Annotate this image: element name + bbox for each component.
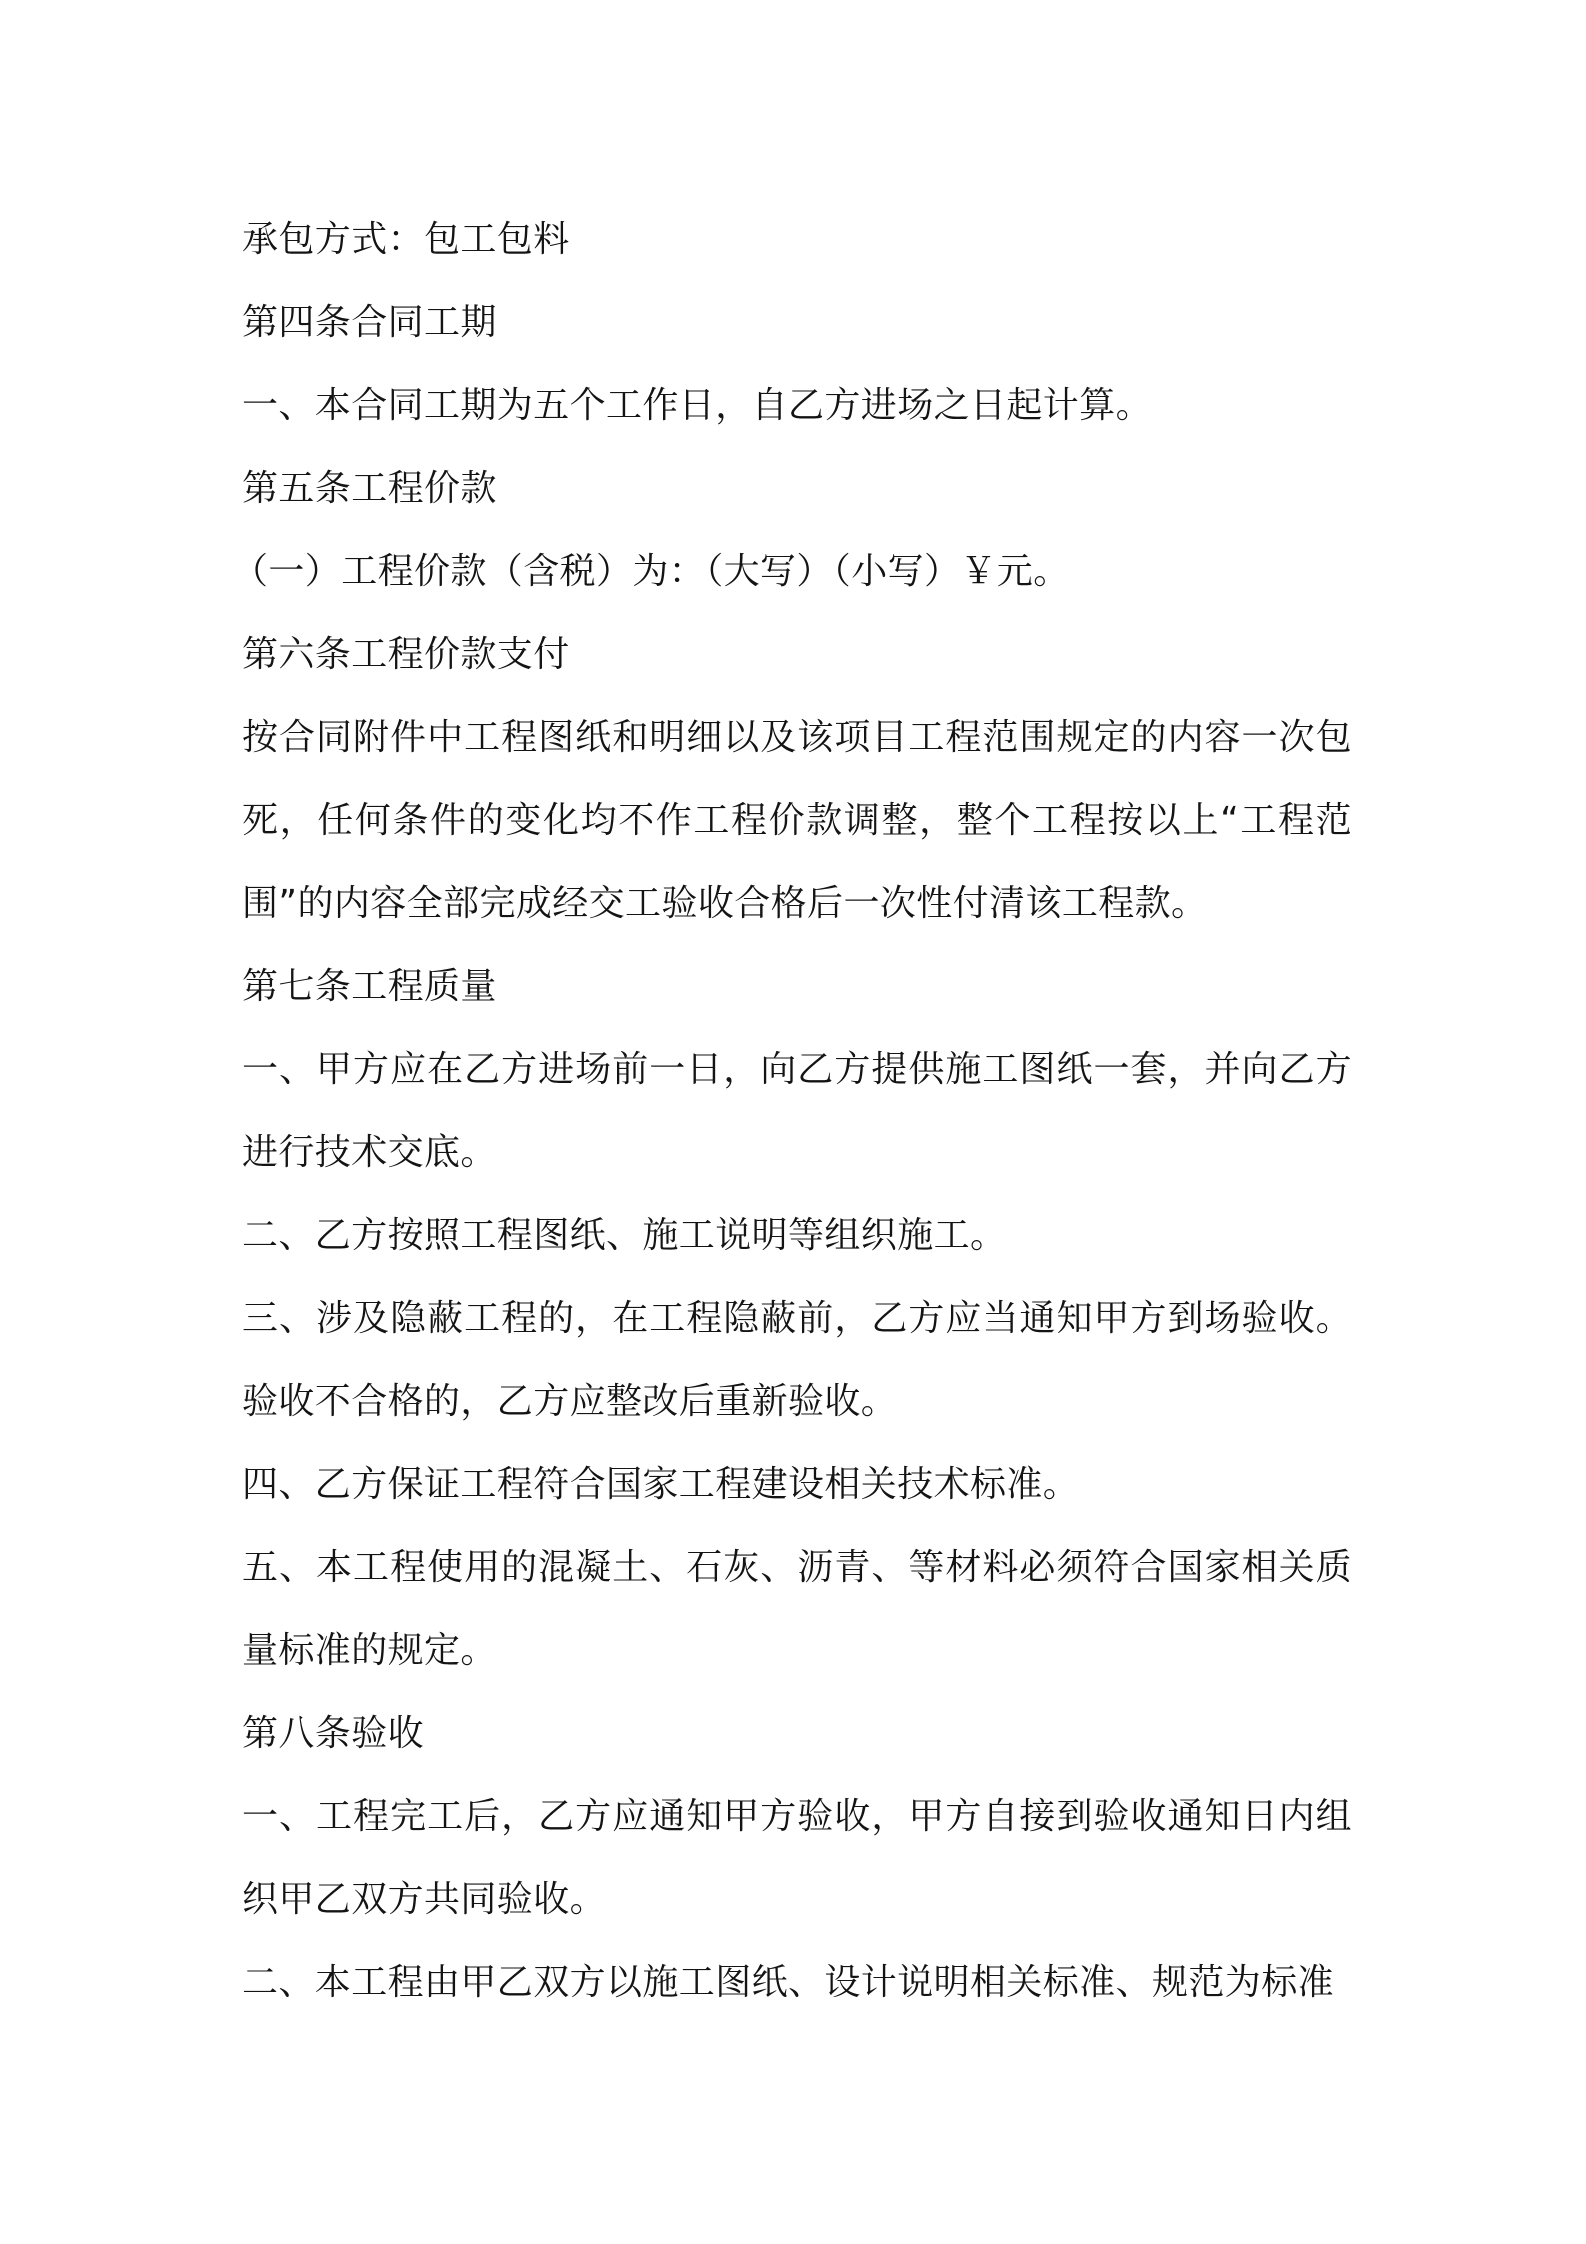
article-8-heading: 第八条验收 [242,1713,425,1754]
article-7-clause-4: 四、乙方保证工程符合国家工程建设相关技术标准。 [242,1464,1080,1505]
article-7-clause-1: 一、甲方应在乙方进场前一日，向乙方提供施工图纸一套，并向乙方进行技术交底。 [242,1049,1352,1173]
article-7-clause-2: 二、乙方按照工程图纸、施工说明等组织施工。 [242,1215,1007,1256]
article-7-clause-5: 五、本工程使用的混凝土、石灰、沥青、等材料必须符合国家相关质量标准的规定。 [242,1547,1352,1671]
article-4-clause-1: 一、本合同工期为五个工作日，自乙方进场之日起计算。 [242,385,1153,426]
article-6-heading: 第六条工程价款支付 [242,634,570,675]
article-5-clause-1: （一）工程价款（含税）为：（大写）（小写）￥元。 [232,551,1070,592]
article-6-body: 按合同附件中工程图纸和明细以及该项目工程范围规定的内容一次包死，任何条件的变化均不作工程价款调整，整个工程按以上“工程范围”的内容全部完成经交工验收合格后一次性付清该工程款。 [242,717,1352,924]
contract-method-line: 承包方式：包工包料 [242,219,570,260]
document-body [232,198,1352,2024]
article-8-clause-2: 二、本工程由甲乙双方以施工图纸、设计说明相关标准、规范为标准 [242,1962,1335,2003]
article-8-clause-1: 一、工程完工后，乙方应通知甲方验收，甲方自接到验收通知日内组织甲乙双方共同验收。 [242,1796,1352,1920]
article-7-heading: 第七条工程质量 [242,966,497,1007]
article-4-heading: 第四条合同工期 [242,302,497,343]
article-7-clause-3: 三、涉及隐蔽工程的，在工程隐蔽前，乙方应当通知甲方到场验收。验收不合格的，乙方应整改后重新验收。 [242,1298,1352,1422]
article-5-heading: 第五条工程价款 [242,468,497,509]
